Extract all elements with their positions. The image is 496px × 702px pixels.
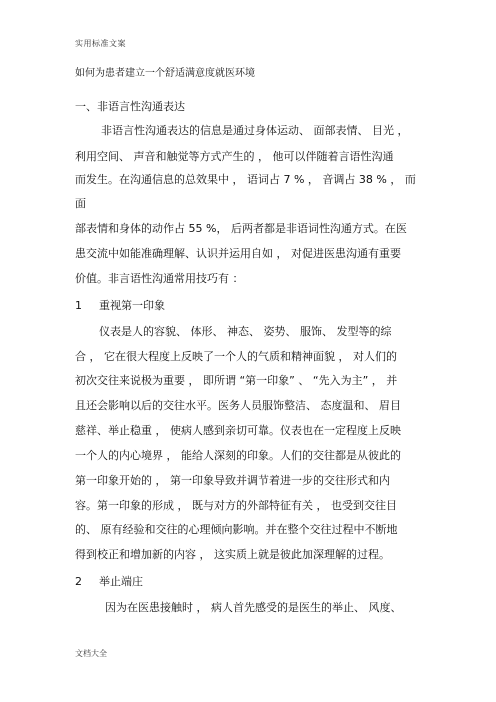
item-number: 2 (75, 575, 82, 588)
paragraph-line: 非语言性沟通表达的信息是通过身体运动、 面部表情、 目光 ， (101, 124, 409, 137)
paragraph-line: 慈祥、举止稳重 ， 使病人感到亲切可靠。仪表也在一定程度上反映 (75, 424, 401, 437)
paragraph-line: 一个人的内心境界 ， 能给人深刻的印象。人们的交往都是从彼此的 (75, 449, 401, 462)
paragraph-line: 仪表是人的容貌、 体形、 神态、 姿势、 服饰、 发型等的综 (99, 325, 392, 338)
paragraph-line: 而发生。在沟通信息的总效果中 ， 语词占 7 % ， 音调占 38 % ， 而 (75, 173, 416, 186)
item-heading-demeanor: 举止端庄 (99, 575, 143, 588)
document-title: 如何为患者建立一个舒适满意度就医环境 (75, 68, 255, 79)
paragraph-line: 容。第一印象的形成 ， 既与对方的外部特征有关 ， 也受到交往目 (75, 499, 397, 512)
page-header: 实用标准文案 (75, 39, 126, 48)
paragraph-line: 的、 原有经验和交往的心理倾向影响。并在整个交往过程中不断地 (75, 523, 398, 536)
page-footer: 文档大全 (75, 649, 107, 658)
paragraph-line: 得到校正和增加新的内容 ， 这实质上就是彼此加深理解的过程。 (75, 548, 390, 561)
paragraph-line: 价值。非言语性沟通常用技巧有 ： (75, 272, 244, 285)
paragraph-line: 第一印象开始的 ， 第一印象导致并调节着进一步的交往形式和内 (75, 474, 390, 487)
paragraph-line: 利用空间、 声音和触觉等方式产生的 ， 他可以伴随着言语性沟通 (75, 150, 394, 163)
paragraph-line: 部表情和身体的动作占 55 %， 后两者都是非语词性沟通方式。在医 (75, 222, 407, 235)
paragraph-line: 患交流中如能准确理解、认识并运用自如 ， 对促进医患沟通有重要 (75, 247, 401, 260)
section-heading-nonverbal: 一、非语言性沟通表达 (75, 100, 185, 113)
paragraph-line: 面 (75, 197, 86, 210)
paragraph-line: 合 ， 它在很大程度上反映了一个人的气质和精神面貌 ， 对人们的 (75, 350, 397, 363)
paragraph-line: 且还会影响以后的交往水平。医务人员服饰整洁、 态度温和、 眉目 (75, 399, 401, 412)
paragraph-line: 因为在医患接触时 ， 病人首先感受的是医生的举止、 风度、 (105, 601, 402, 614)
paragraph-line: 初次交往来说极为重要 ， 即所谓 “第一印象” 、 “先入为主” ， 并 (75, 374, 398, 387)
item-number: 1 (75, 299, 82, 312)
item-heading-first-impression: 重视第一印象 (99, 299, 165, 312)
